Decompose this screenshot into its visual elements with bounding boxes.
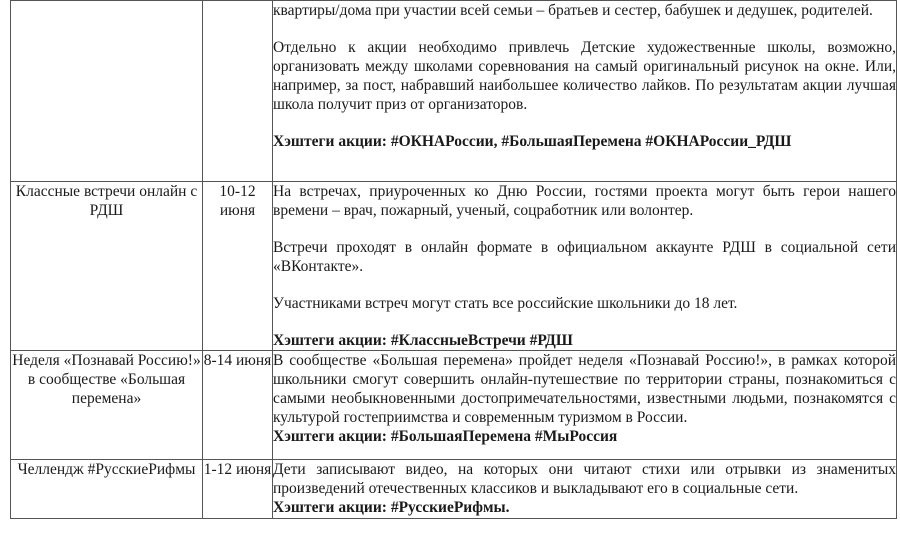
event-cell bbox=[11, 1, 203, 182]
date-cell bbox=[203, 1, 273, 182]
hashtags-label: Хэштеги акции: bbox=[273, 499, 387, 516]
hashtags-value: #КлассныеВстречи #РДШ bbox=[390, 332, 573, 349]
table-row bbox=[11, 460, 897, 519]
description-paragraph: Участниками встреч могут стать все российские школьники до 18 лет. bbox=[273, 295, 738, 312]
description-paragraph: Встречи проходят в онлайн формате в официальном аккаунте РДШ в социальной сети «ВКонтакте». bbox=[273, 239, 896, 275]
description-cell bbox=[273, 1, 897, 182]
description-cell bbox=[273, 351, 897, 460]
hashtags-line bbox=[273, 498, 896, 517]
hashtags-label: Хэштеги акции: bbox=[273, 332, 387, 349]
description-paragraph: В сообществе «Большая перемена» пройдет неделя «Познавай Россию!», в рамках которой школьники смогут совершить онлайн-путешествие по территории страны, познакомиться с самыми необыкновенными достопримечательностями, известными людьми, познакомятся с культурой гостеприимства и современным туризмом в России. bbox=[273, 352, 896, 426]
table-row bbox=[11, 1, 897, 182]
hashtags-value: #ОКНАРоссии, #БольшаяПеремена #ОКНАРоссии_РДШ bbox=[390, 133, 792, 150]
hashtags-line bbox=[273, 331, 896, 350]
hashtags-label: Хэштеги акции: bbox=[273, 133, 387, 150]
events-table bbox=[10, 0, 897, 519]
table-row bbox=[11, 182, 897, 351]
hashtags-line bbox=[273, 132, 896, 151]
hashtags-label: Хэштеги акции: bbox=[273, 428, 387, 445]
date-cell: 1-12 июня bbox=[203, 460, 273, 519]
event-cell: Неделя «Познавай Россию!» в сообществе «Большая перемена» bbox=[11, 351, 203, 460]
event-cell: Классные встречи онлайн с РДШ bbox=[11, 182, 203, 351]
description-cell bbox=[273, 460, 897, 519]
hashtags-value: #РусскиеРифмы. bbox=[390, 499, 510, 516]
description-paragraph: Дети записывают видео, на которых они читают стихи или отрывки из знаменитых произведений отечественных классиков и выкладывают его в социальные сети. bbox=[273, 461, 896, 497]
table-row bbox=[11, 351, 897, 460]
description-cell bbox=[273, 182, 897, 351]
date-cell: 8-14 июня bbox=[203, 351, 273, 460]
description-paragraph: Отдельно к акции необходимо привлечь Детские художественные школы, возможно, организовать между школами соревнования на самый оригинальный рисунок на окне. Или, например, за пост, набравший наибольшее количество лайков. По результатам акции лучшая школа получит приз от организаторов. bbox=[273, 39, 896, 113]
description-paragraph: квартиры/дома при участии всей семьи – братьев и сестер, бабушек и дедушек, родителей. bbox=[273, 2, 873, 19]
description-paragraph: На встречах, приуроченных ко Дню России, гостями проекта могут быть герои нашего времени – врач, пожарный, ученый, соцработник или волонтер. bbox=[273, 183, 896, 219]
hashtags-line bbox=[273, 427, 896, 446]
event-cell: Челлендж #РусскиеРифмы bbox=[11, 460, 203, 519]
hashtags-value: #БольшаяПеремена #МыРоссия bbox=[390, 428, 618, 445]
date-cell: 10-12 июня bbox=[203, 182, 273, 351]
